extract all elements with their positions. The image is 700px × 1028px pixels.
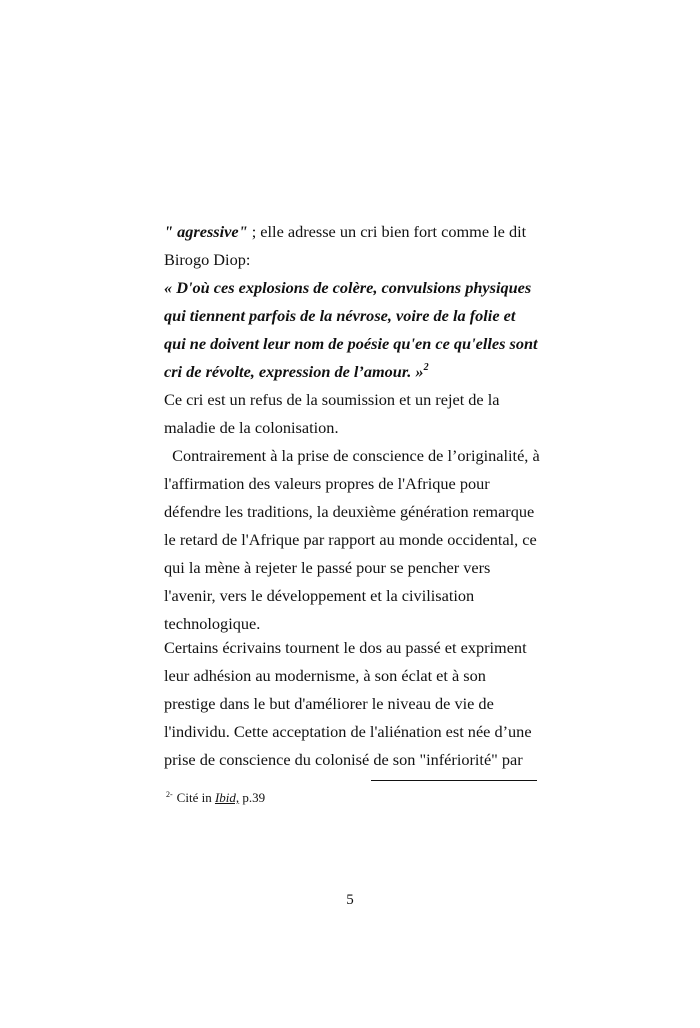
text-line: technologique. bbox=[164, 614, 261, 633]
quotation-line: cri de révolte, expression de l’amour. »$^2$ bbox=[164, 362, 429, 381]
quotation-line: « D'où ces explosions de colère, convulsions physiques bbox=[164, 278, 532, 297]
text-line: " agressive" ; elle adresse un cri bien fort comme le dit bbox=[164, 222, 527, 241]
ibid-reference: Ibid, bbox=[214, 790, 240, 805]
text-line: qui la mène à rejeter le passé pour se pencher vers bbox=[164, 558, 491, 577]
text-line: Certains écrivains tournent le dos au passé et expriment bbox=[164, 638, 527, 657]
quotation-line: qui ne doivent leur nom de poésie qu'en ce qu'elles sont bbox=[164, 334, 538, 353]
text-line: maladie de la colonisation. bbox=[164, 418, 339, 437]
text-line: prestige dans le but d'améliorer le niveau de vie de bbox=[164, 694, 494, 713]
footnote-separator bbox=[371, 780, 537, 781]
text-line: défendre les traditions, la deuxième génération remarque bbox=[164, 502, 535, 521]
text-line: l'avenir, vers le développement et la civilisation bbox=[164, 586, 475, 605]
page-number: 5 bbox=[346, 892, 354, 908]
footnote: $^{2-}$ Cité in Ibid, p.39 bbox=[166, 790, 266, 805]
text-line: l'individu. Cette acceptation de l'aliénation est née d’une bbox=[164, 722, 532, 741]
quoted-word: " agressive" bbox=[164, 222, 248, 241]
text-line: prise de conscience du colonisé de son "infériorité" par bbox=[164, 750, 523, 769]
text-line: leur adhésion au modernisme, à son éclat et à son bbox=[164, 666, 486, 685]
text-line: Ce cri est un refus de la soumission et un rejet de la bbox=[164, 390, 500, 409]
footnote-marker: 2- bbox=[166, 790, 173, 799]
text-line: Birogo Diop: bbox=[164, 250, 251, 269]
text-line: le retard de l'Afrique par rapport au monde occidental, ce bbox=[164, 530, 537, 549]
text-line: l'affirmation des valeurs propres de l'Afrique pour bbox=[164, 474, 490, 493]
footnote-reference: 2 bbox=[423, 362, 429, 373]
quotation-line: qui tiennent parfois de la névrose, voire de la folie et bbox=[164, 306, 516, 325]
text-line: Contrairement à la prise de conscience de l’originalité, à bbox=[164, 446, 540, 465]
